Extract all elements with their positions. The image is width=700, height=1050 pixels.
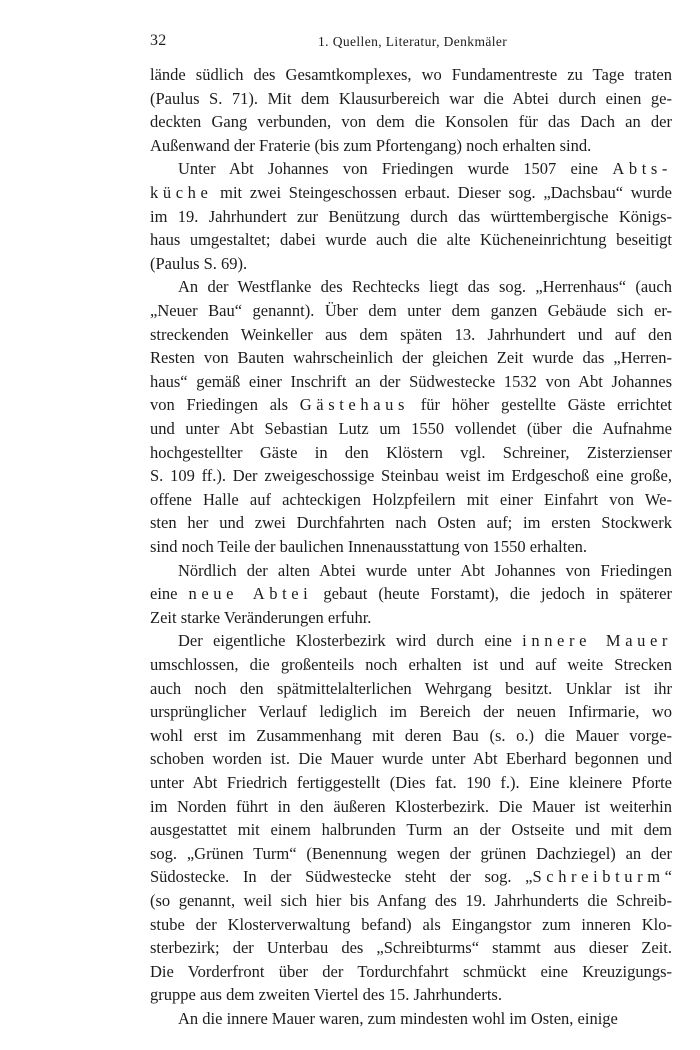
text-line: (Paulus S. 71). Mit dem Klausurbereich war die Abtei durch einen ge- [150,88,672,108]
text-line: im Norden führt in den äußeren Klosterbezirk. Die Mauer ist weiterhin [150,796,672,816]
text-line: An der Westflanke des Rechtecks liegt das sog. „Herrenhaus“ (auch [178,277,672,297]
page-number: 32 [150,32,167,49]
spaced-emphasis: Abts- [612,159,672,179]
text-line: gruppe aus dem zweiten Viertel des 15. Jahrhunderts. [150,985,502,1005]
text-line: eine neue Abtei gebaut (heute Forstamt), die jedoch in späterer [150,584,672,604]
text-line: „Neuer Bau“ genannt). Über dem unter dem ganzen Gebäude sich er- [150,301,672,320]
text-line: ursprünglicher Verlauf lediglich im Bereich der neuen Infirmarie, wo [150,702,672,722]
text-line: S. 109 ff.). Der zweigeschossige Steinbau weist im Erdgeschoß eine große, [150,466,672,486]
spaced-emphasis: Schreibturm [532,867,665,887]
text-line: Nördlich der alten Abtei wurde unter Abt Johannes von Friedingen [178,560,672,580]
text-line: sten her und zwei Durchfahrten nach Osten auf; im ersten Stockwerk [150,513,672,533]
text-line: haus“ gemäß einer Inschrift an der Südwestecke 1532 von Abt Johannes [150,371,672,391]
text-line: haus umgestaltet; dabei wurde auch die alte Kücheneinrichtung beseitigt [150,230,672,250]
text-line: von Friedingen als Gästehaus für höher gestellte Gäste errichtet [150,395,672,415]
text-line: im 19. Jahrhundert zur Benützung durch das württembergische Königs- [150,206,672,226]
text-line: sind noch Teile der baulichen Innenausstattung von 1550 erhalten. [150,537,588,556]
text-line: An die innere Mauer waren, zum mindesten wohl im Osten, einige [178,1009,618,1028]
text-line: Südostecke. In der Südwestecke steht der sog. „Schreibturm“ [150,867,672,887]
spaced-emphasis: küche [150,183,213,202]
text-line: offene Halle auf achteckigen Holzpfeilern mit einer Einfahrt von We- [150,489,672,509]
text-line: Resten von Bauten wahrscheinlich der gleichen Zeit wurde das „Herren- [150,348,672,368]
text-line: Die Vorderfront über der Tordurchfahrt schmückt eine Kreuzigungs- [150,961,672,981]
text-line: Der eigentliche Klosterbezirk wird durch eine innere Mauer [178,631,672,651]
text-line: streckenden Weinkeller aus dem späten 13. Jahrhundert und auf den [150,324,672,344]
text-line: sog. „Grünen Turm“ (Benennung wegen der grünen Dachziegel) an der [150,843,672,863]
text-line: umschlossen, die großenteils noch erhalten ist und auf weite Strecken [150,655,672,674]
text-line: wohl erst im Zusammenhang mit deren Bau (s. o.) die Mauer vorge- [150,725,672,745]
spaced-emphasis: neue Abtei [188,584,313,604]
text-line: küche mit zwei Steingeschossen erbaut. Dieser sog. „Dachsbau“ wurde [150,183,672,202]
text-line: hochgestellter Gäste in den Klöstern vgl. Schreiner, Zisterzienser [150,442,672,462]
running-head: 1. Quellen, Literatur, Denkmäler [318,34,508,49]
text-line: und unter Abt Sebastian Lutz um 1550 vollendet (über die Aufnahme [150,419,672,438]
text-line: Unter Abt Johannes von Friedingen wurde 1507 eine Abts- [178,159,672,179]
text-line: schoben worden ist. Die Mauer wurde unter Abt Eberhard begonnen und [150,749,672,769]
spaced-emphasis: Gästehaus [299,395,409,415]
text-line: (so genannt, weil sich hier bis Anfang des 19. Jahrhunderts die Schreib- [150,891,672,910]
spaced-emphasis: innere Mauer [522,631,672,651]
text-line: sterbezirk; der Unterbau des „Schreibturms“ stammt aus dieser Zeit. [150,938,672,958]
text-line: Außenwand der Fraterie (bis zum Pfortengang) noch erhalten sind. [150,135,592,155]
text-line: lände südlich des Gesamtkomplexes, wo Fundamentreste zu Tage traten [150,65,672,84]
text-line: deckten Gang verbunden, von dem die Konsolen für das Dach an der [150,112,672,132]
text-line: stube der Klosterverwaltung befand) als Eingangstor zum inneren Klo- [150,914,672,934]
text-line: Zeit starke Veränderungen erfuhr. [150,607,372,627]
text-line: (Paulus S. 69). [150,253,248,273]
text-line: auch noch den spätmittelalterlichen Wehrgang besitzt. Unklar ist ihr [150,678,672,698]
text-line: unter Abt Friedrich fertiggestellt (Dies fat. 190 f.). Eine kleinere Pforte [150,773,672,792]
text-line: ausgestattet mit einem halbrunden Turm an der Ostseite und mit dem [150,820,672,840]
